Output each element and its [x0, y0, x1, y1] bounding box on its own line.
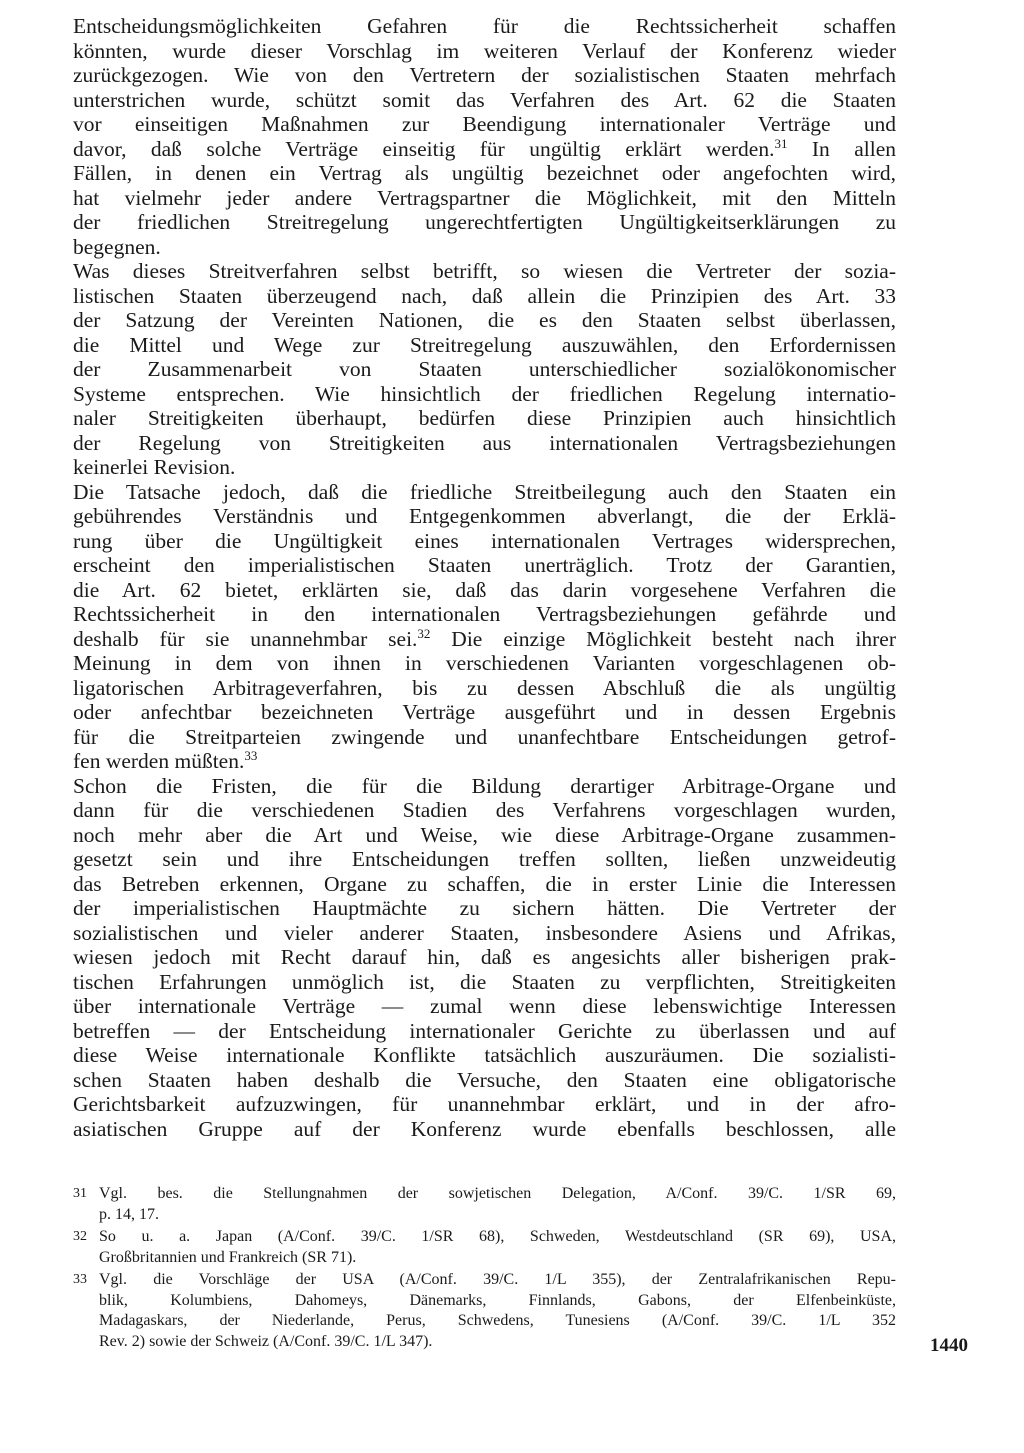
footnote-line: p. 14, 17.: [99, 1205, 159, 1223]
text-line: Rechtssicherheit in den internationalen Vertragsbeziehungen gefährde und: [73, 602, 896, 626]
text-line: schen Staaten haben deshalb die Versuche, den Staaten eine obligatorische: [73, 1067, 896, 1092]
text-line: der Regelung von Streitigkeiten aus internationalen Vertragsbeziehungen: [73, 430, 896, 455]
footnote-ref-31[interactable]: 31: [774, 135, 788, 151]
text-line: naler Streitigkeiten überhaupt, bedürfen diese Prinzipien auch hinsichtlich: [73, 406, 896, 430]
footnote-line: Madagaskars, der Niederlande, Perus, Schwedens, Tunesiens (A/Conf. 39/C. 1/L 352: [99, 1312, 896, 1329]
text-line: das Betreben erkennen, Organe zu schaffen, die in erster Linie die Interessen: [73, 871, 896, 896]
text-line: könnten, wurde dieser Vorschlag im weiteren Verlauf der Konferenz wieder: [73, 38, 896, 63]
footnote-line: Rev. 2) sowie der Schweiz (A/Conf. 39/C. 1/L 347).: [99, 1332, 433, 1350]
footnote-number: 33: [73, 1272, 87, 1287]
text-line: die Mittel und Wege zur Streitregelung auszuwählen, den Erfordernissen: [73, 332, 896, 357]
text-line: Gerichtsbarkeit aufzuzwingen, für unannehmbar erklärt, und in der afro-: [73, 1092, 896, 1116]
text-line: begegnen.: [73, 234, 161, 259]
text-line: der Zusammenarbeit von Staaten unterschiedlicher sozialökonomischer: [73, 357, 896, 381]
text-line: Die Tatsache jedoch, daß die friedliche Streitbeilegung auch den Staaten ein: [73, 479, 896, 504]
paragraph-2: [73, 259, 896, 480]
text-line: noch mehr aber die Art und Weise, wie diese Arbitrage-Organe zusammen-: [73, 822, 896, 847]
text-line: diese Weise internationale Konflikte tatsächlich auszuräumen. Die sozialisti-: [73, 1043, 896, 1067]
text-line: gebührendes Verständnis und Entgegenkommen abverlangt, die der Erklä-: [73, 504, 896, 528]
paragraph-3: [73, 480, 896, 774]
text-line: Was dieses Streitverfahren selbst betrifft, so wiesen die Vertreter der sozia-: [73, 259, 896, 283]
text-line: Meinung in dem von ihnen in verschiedenen Varianten vorgeschlagenen ob-: [73, 651, 896, 675]
text-segment: deshalb für sie unannehmbar sei.: [73, 626, 418, 651]
footnote-number: 31: [73, 1186, 87, 1201]
text-line: wiesen jedoch mit Recht darauf hin, daß es angesichts aller bisherigen prak-: [73, 945, 896, 969]
text-line: der friedlichen Streitregelung ungerechtfertigten Ungültigkeitserklärungen zu: [73, 210, 896, 234]
text-line: erscheint den imperialistischen Staaten unerträglich. Trotz der Garantien,: [73, 553, 896, 577]
text-line: [73, 137, 896, 162]
footnote-ref-33[interactable]: 33: [244, 748, 258, 763]
text-line: dann für die verschiedenen Stadien des Verfahrens vorgeschlagen wurden,: [73, 798, 896, 822]
text-line: rung über die Ungültigkeit eines internationalen Vertrages widersprechen,: [73, 528, 896, 553]
text-line: sozialistischen und vieler anderer Staaten, insbesondere Asiens und Afrikas,: [73, 920, 896, 945]
page-number: 1440: [930, 1335, 968, 1356]
text-line: Schon die Fristen, die für die Bildung derartiger Arbitrage-Organe und: [73, 773, 896, 798]
footnote-number: 32: [73, 1229, 87, 1244]
text-line: gesetzt sein und ihre Entscheidungen treffen sollten, ließen unzweideutig: [73, 847, 896, 871]
text-line: die Art. 62 bietet, erklärten sie, daß das darin vorgesehene Verfahren die: [73, 577, 896, 602]
text-line: listischen Staaten überzeugend nach, daß allein die Prinzipien des Art. 33: [73, 283, 896, 308]
footnotes: [73, 1184, 896, 1354]
text-line: tischen Erfahrungen unmöglich ist, die Staaten zu verpflichten, Streitigkeiten: [73, 969, 896, 994]
text-line: der imperialistischen Hauptmächte zu sichern hätten. Die Vertreter der: [73, 896, 896, 920]
footnote-line: So u. a. Japan (A/Conf. 39/C. 1/SR 68), Schweden, Westdeutschland (SR 69), USA,: [99, 1228, 896, 1245]
footnote-31: [73, 1184, 896, 1225]
body-text: [73, 14, 896, 1141]
text-line: Fällen, in denen ein Vertrag als ungültig bezeichnet oder angefochten wird,: [73, 161, 896, 185]
text-segment: In allen: [787, 136, 896, 161]
text-line: zurückgezogen. Wie von den Vertretern der sozialistischen Staaten mehrfach: [73, 63, 896, 87]
text-line: Systeme entsprechen. Wie hinsichtlich der friedlichen Regelung internatio-: [73, 381, 896, 406]
text-segment: davor, daß solche Verträge einseitig für ungültig erklärt werden.: [73, 136, 775, 161]
footnote-line: blik, Kolumbiens, Dahomeys, Dänemarks, Finnlands, Gabons, der Elfenbeinküste,: [99, 1291, 896, 1309]
text-line: Entscheidungsmöglichkeiten Gefahren für die Rechtssicherheit schaffen: [73, 14, 896, 38]
paragraph-4: [73, 774, 896, 1142]
footnote-line: Großbritannien und Frankreich (SR 71).: [99, 1248, 357, 1266]
footnote-32: [73, 1227, 896, 1268]
footnote-ref-32[interactable]: 32: [417, 625, 431, 641]
text-line: betreffen — der Entscheidung internationaler Gerichte zu überlassen und auf: [73, 1018, 896, 1043]
text-line: [73, 627, 896, 652]
text-segment: fen werden müßten.: [73, 749, 245, 773]
text-line: hat vielmehr jeder andere Vertragspartner die Möglichkeit, mit den Mitteln: [73, 185, 896, 210]
text-line: für die Streitparteien zwingende und unanfechtbare Entscheidungen getrof-: [73, 724, 896, 749]
footnote-line: Vgl. die Vorschläge der USA (A/Conf. 39/C. 1/L 355), der Zentralafrikanischen Repu-: [99, 1271, 896, 1288]
text-line: asiatischen Gruppe auf der Konferenz wurde ebenfalls beschlossen, alle: [73, 1116, 896, 1141]
text-line: keinerlei Revision.: [73, 455, 236, 479]
footnote-33: [73, 1270, 896, 1352]
paragraph-1: [73, 14, 896, 259]
footnote-line: Vgl. bes. die Stellungnahmen der sowjetischen Delegation, A/Conf. 39/C. 1/SR 69,: [99, 1185, 896, 1202]
text-line: oder anfechtbar bezeichneten Verträge ausgeführt und in dessen Ergebnis: [73, 700, 896, 724]
text-line: unterstrichen wurde, schützt somit das Verfahren des Art. 62 die Staaten: [73, 87, 896, 112]
text-segment: Die einzige Möglichkeit besteht nach ihrer: [430, 626, 896, 651]
text-line: vor einseitigen Maßnahmen zur Beendigung internationaler Verträge und: [73, 112, 896, 136]
text-line: der Satzung der Vereinten Nationen, die es den Staaten selbst überlassen,: [73, 308, 896, 332]
text-line: [73, 749, 896, 774]
text-line: über internationale Verträge — zumal wenn diese lebenswichtige Interessen: [73, 994, 896, 1018]
text-line: ligatorischen Arbitrageverfahren, bis zu dessen Abschluß die als ungültig: [73, 675, 896, 700]
